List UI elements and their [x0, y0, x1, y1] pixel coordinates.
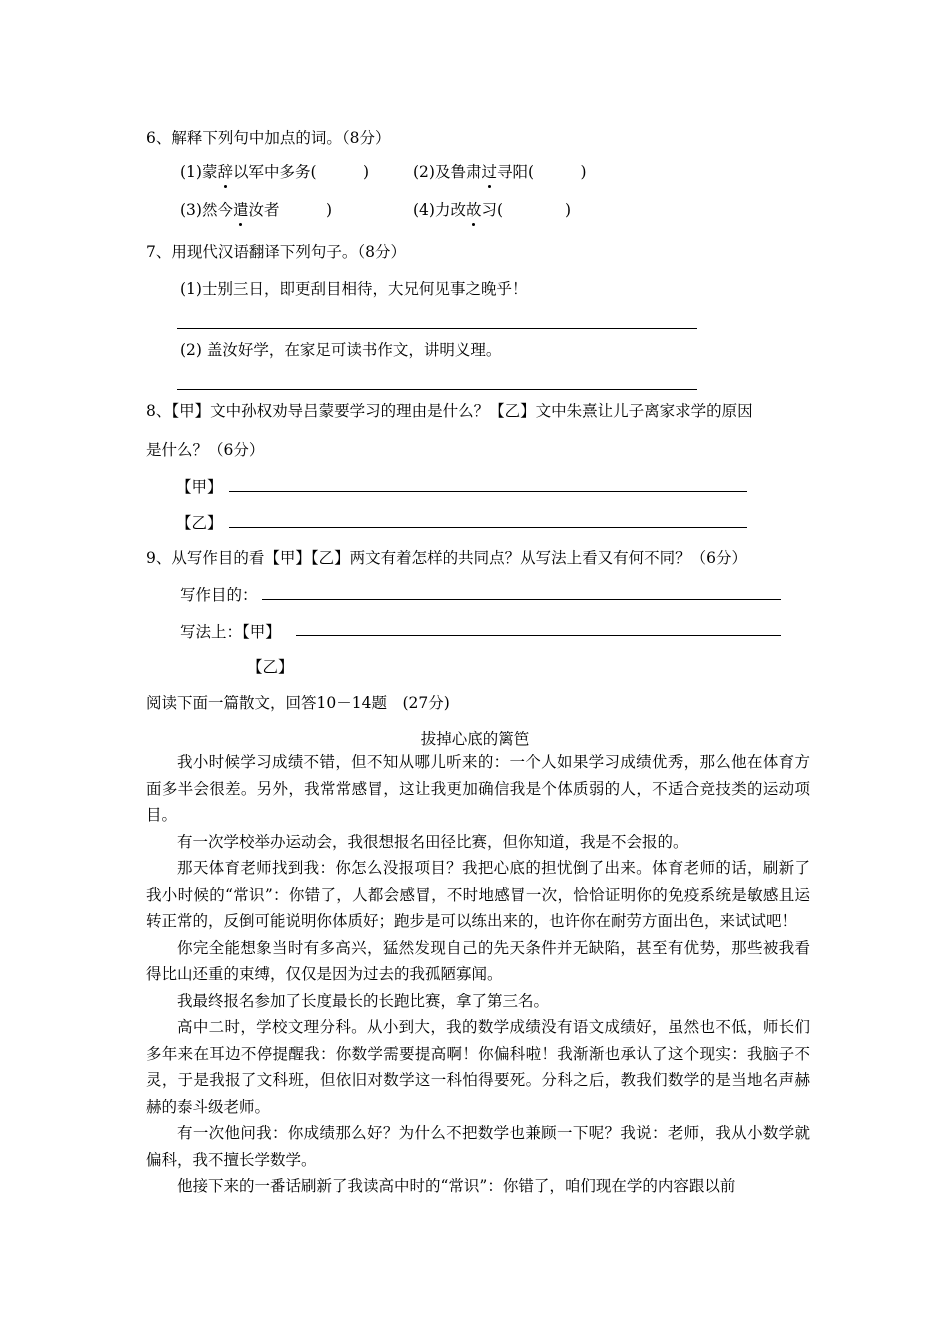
reading-intro: 阅读下面一篇散文，回答10－14题 (27分) [146, 694, 450, 712]
q6-item-4-post: 习( ) [481, 201, 572, 219]
q6-title: 6、解释下列句中加点的词。（8分） [146, 129, 391, 147]
q7-sentence-2: (2) 盖汝好学，在家足可读书作文，讲明义理。 [180, 341, 502, 359]
q8-line-1: 8、【甲】文中孙权劝导吕蒙要学习的理由是什么？【乙】文中朱熹让儿子离家求学的原因 [146, 402, 753, 420]
q9-method-label-b: 【乙】 [247, 658, 294, 676]
q6-item-4-pre: (4)力改 [413, 201, 466, 219]
q6-item-1-pre: (1)蒙 [180, 163, 218, 181]
q6-item-3-post: 汝者 ) [248, 201, 333, 219]
q6-item-3-pre: (3)然今 [180, 201, 233, 219]
essay-paragraph: 有一次他问我：你成绩那么好？为什么不把数学也兼顾一下呢？我说：老师，我从小数学就偏科，我不擅长学数学。 [146, 1124, 810, 1169]
q6-item-1-dotted-word: 辞 [217, 160, 233, 182]
q8-answer-line-a[interactable] [229, 491, 747, 492]
q8-answer-line-b[interactable] [229, 527, 747, 528]
q6-item-4-dotted-word: 故 [466, 198, 482, 220]
q7-title: 7、用现代汉语翻译下列句子。（8分） [146, 243, 406, 261]
q6-item-1-post: 以军中多务( ) [232, 163, 370, 181]
q8-line-2: 是什么？（6分） [146, 441, 265, 459]
q6-item-2-dotted-word: 过 [481, 160, 497, 182]
q6-item-3-dotted-word: 遣 [233, 198, 249, 220]
essay-body [146, 749, 810, 1200]
q6-item-4 [413, 198, 571, 220]
q9-purpose-label: 写作目的： [180, 586, 258, 604]
q6-item-2 [413, 160, 587, 182]
q6-item-1 [180, 160, 369, 182]
essay-paragraph: 有一次学校举办运动会，我很想报名田径比赛，但你知道，我是不会报的。 [177, 832, 689, 851]
q7-sentence-1: (1)士别三日，即更刮目相待，大兄何见事之晚乎！ [180, 280, 528, 298]
q6-item-3 [180, 198, 332, 220]
q9-purpose-answer-line[interactable] [262, 599, 781, 600]
essay-paragraph: 你完全能想象当时有多高兴，猛然发现自己的先天条件并无缺陷，甚至有优势，那些被我看得比山还重的束缚，仅仅是因为过去的我孤陋寡闻。 [146, 938, 810, 983]
q6-item-2-post: 寻阳( ) [496, 163, 587, 181]
essay-title: 拔掉心底的篱笆 [420, 730, 530, 748]
q7-answer-line-1[interactable] [177, 328, 697, 329]
q8-label-a: 【甲】 [176, 478, 223, 496]
q9-title: 9、从写作目的看【甲】【乙】两文有着怎样的共同点？从写法上看又有何不同？（6分） [146, 549, 747, 567]
q7-answer-line-2[interactable] [177, 389, 697, 390]
q8-label-b: 【乙】 [176, 514, 223, 532]
essay-paragraph: 他接下来的一番话刷新了我读高中时的“常识”：你错了，咱们现在学的内容跟以前 [177, 1177, 736, 1195]
essay-paragraph: 那天体育老师找到我：你怎么没报项目？我把心底的担忧倒了出来。体育老师的话，刷新了我小时候的“常识”：你错了，人都会感冒，不时地感冒一次，恰恰证明你的免疫系统是敏感且运转正常的，反倒可能说明你体质好；跑步是可以练出来的，也许你在耐劳方面出色，来试试吧！ [146, 859, 810, 930]
essay-paragraph: 我最终报名参加了长度最长的长跑比赛，拿了第三名。 [177, 991, 550, 1010]
essay-paragraph: 高中二时，学校文理分科。从小到大，我的数学成绩没有语文成绩好，虽然也不低，师长们多年来在耳边不停提醒我：你数学需要提高啊！你偏科啦！我渐渐也承认了这个现实：我脑子不灵，于是我报了文科班，但依旧对数学这一科怕得要死。分科之后，教我们数学的是当地名声赫赫的泰斗级老师。 [146, 1018, 810, 1116]
essay-paragraph: 我小时候学习成绩不错，但不知从哪儿听来的：一个人如果学习成绩优秀，那么他在体育方面多半会很差。另外，我常常感冒，这让我更加确信我是个体质弱的人，不适合竞技类的运动项目。 [146, 753, 810, 824]
q6-item-2-pre: (2)及鲁肃 [413, 163, 482, 181]
q9-method-label: 写法上：【甲】 [180, 623, 281, 641]
q9-method-answer-line-a[interactable] [296, 635, 781, 636]
